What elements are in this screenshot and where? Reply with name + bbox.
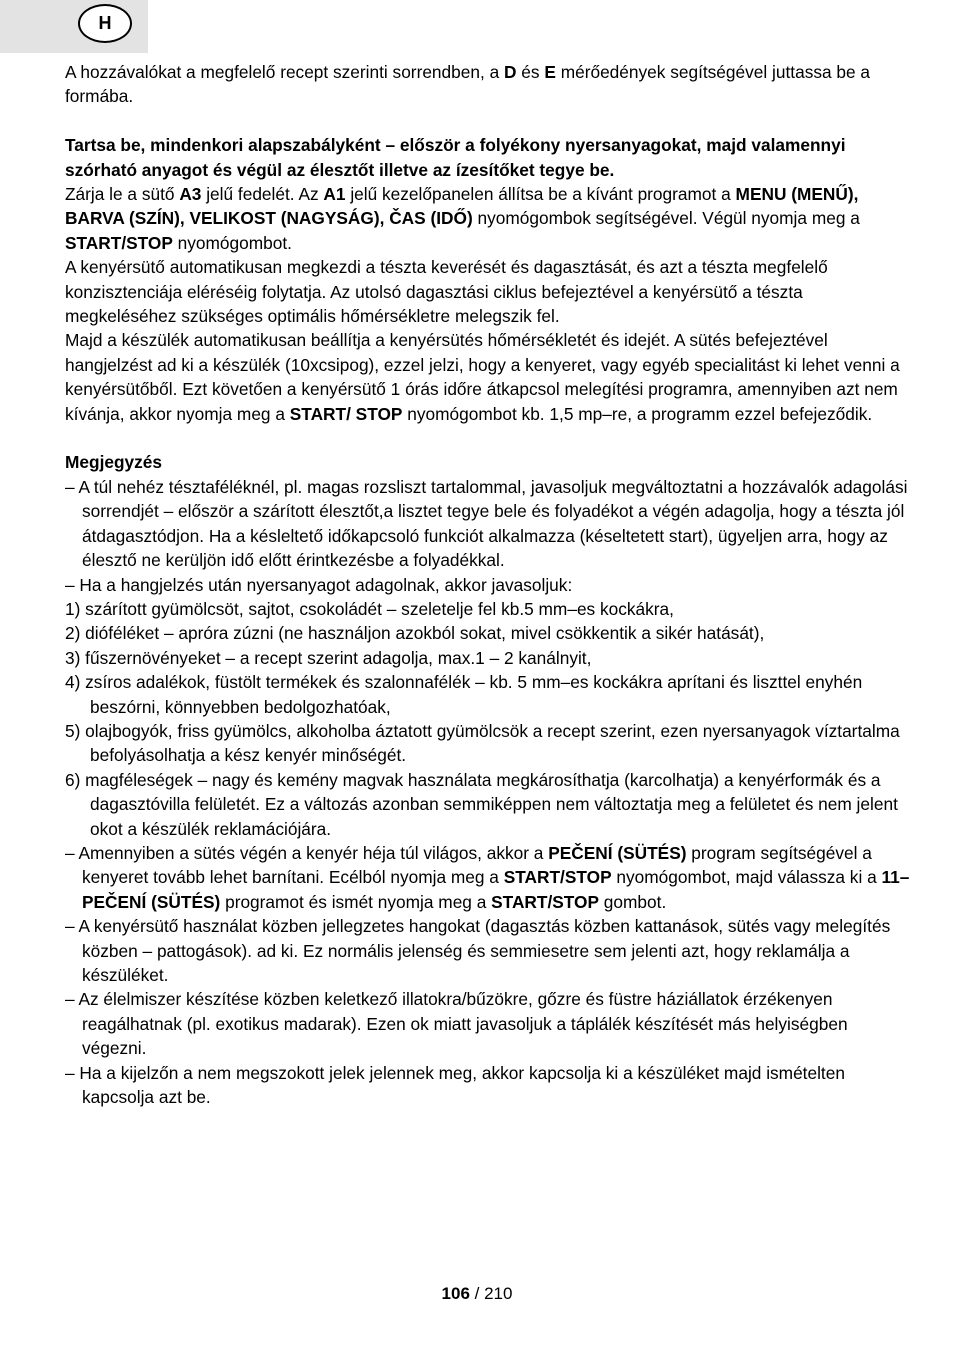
- spacer: [65, 109, 915, 133]
- list-item-fatty-additives: 4) zsíros adalékok, füstölt termékek és szalonnafélék – kb. 5 mm–es kockákra aprítani és liszttel enyhén beszórni, könnyebben bedolgozhatóak,: [65, 672, 863, 717]
- note-pets: – Az élelmiszer készítése közben keletkező illatokra/bűzökre, gőzre és füstre háziállatok érzékenyen reagálhatnak (pl. exotikus madarak). Ezen ok miatt javasoljuk a táplálék készítését más helyiségben végezni.: [65, 989, 848, 1059]
- note-add-ingredients: – Ha a hangjelzés után nyersanyagot adagolnak, akkor javasoljuk:: [65, 574, 573, 595]
- list-item-herbs: 3) fűszernövényeket – a recept szerint adagolja, max.1 – 2 kanálnyit,: [65, 647, 592, 668]
- page-content: [65, 60, 915, 1109]
- rule-paragraph: Tartsa be, mindenkori alapszabályként – először a folyékony nyersanyagokat, majd valamennyi szórható anyagot és végül az élesztőt illetve az ízesítőket tegye be.: [65, 135, 846, 180]
- list-item-dried-fruit: 1) szárított gyümölcsöt, sajtot, csokoládét – szeletelje fel kb.5 mm–es kockákra,: [65, 598, 674, 619]
- automatic-kneading-paragraph: A kenyérsütő automatikusan megkezdi a tészta keverését és dagasztását, és azt a tészta megfelelő konzisztenciája eléréséig folytatja. Az utolsó dagasztási ciklus befejeztével a kenyérsütő a tészta megkeléséhez szükséges optimális hőmérsékletre melegszik fel.: [65, 257, 828, 327]
- list-item-seeds: 6) magféleségek – nagy és kemény magvak használata megkárosíthatja (karcolhatja) a kenyérformák és a dagasztóvilla felületét. Ez a változás azonban semmiképpen nem változtatja meg a felületet és nem jelent okot a készülék reklamációjára.: [65, 769, 898, 839]
- lid-paragraph: Zárja le a sütő A3 jelű fedelét. Az A1 jelű kezelőpanelen állítsa be a kívánt programot a MENU (MENŰ), BARVA (SZÍN), VELIKOST (NAGYSÁG), ČAS (IDŐ) nyomógombok segítségével. Végül nyomja meg a START/STOP nyomógombot.: [65, 184, 860, 253]
- language-badge: H: [78, 4, 132, 43]
- spacer: [65, 426, 915, 450]
- intro-paragraph: A hozzávalókat a megfelelő recept szerinti sorrendben, a D és E mérőedények segítségével juttassa be a formába.: [65, 62, 871, 107]
- language-tab: [0, 0, 148, 53]
- automatic-baking-paragraph: Majd a készülék automatikusan beállítja a kenyérsütés hőmérsékletét és idejét. A sütés befejeztével hangjelzést ad ki a készülék (10xcsipog), ezzel jelzi, hogy a kenyeret, vagy egyéb specialitást ki lehet venni a kenyérsütőből. Ezt követően a kenyérsütő 1 órás időre átkapcsol melegítési programra, amennyiben azt nem kívánja, akkor nyomja meg a START/ STOP nyomógombot kb. 1,5 mp–re, a programm ezzel befejeződik.: [65, 330, 900, 424]
- note-heavy-dough: – A túl nehéz tésztaféléknél, pl. magas rozsliszt tartalommal, javasoljuk megváltoztatni a hozzávalók adagolási sorrendjét – először a szárított élesztőt,a lisztet tegye bele és folyadékot a végén adagolja, hogy a tészta jól átdagasztódjon. Ha a késleltető időkapcsoló funkciót alkalmazza (késeltetett start), ügyeljen arra, hogy az élesztő ne kerüljön idő előtt érintkezésbe a folyadékkal.: [65, 476, 908, 571]
- note-display: – Ha a kijelzőn a nem megszokott jelek jelennek meg, akkor kapcsolja ki a készüléket majd ismételten kapcsolja azt be.: [65, 1062, 845, 1108]
- list-item-nuts: 2) dióféléket – apróra zúzni (ne használjon azokból sokat, mivel csökkentik a sikér hatását),: [65, 623, 765, 644]
- list-item-olives-fruit: 5) olajbogyók, friss gyümölcs, alkoholba áztatott gyümölcsök a recept szerint, ezen nyersanyagok víztartalma befolyásolhatja a kész kenyér minőségét.: [65, 720, 900, 766]
- note-sounds: – A kenyérsütő használat közben jellegzetes hangokat (dagasztás közben kattanások, sütés vagy melegítés közben – pattogások). ad ki. Ez normális jelenség és semmiesetre sem jelenti azt, hogy reklamálja a készüléket.: [65, 916, 891, 985]
- note-heading: Megjegyzés: [65, 452, 163, 473]
- note-crust-browning: – Amennyiben a sütés végén a kenyér héja túl világos, akkor a PEČENÍ (SÜTÉS) program segítségével a kenyeret tovább lehet barnítani. Ecélból nyomja meg a START/STOP nyomógombot, majd válassza ki a 11–PEČENÍ (SÜTÉS) programot és ismét nyomja meg a START/STOP gombot.: [65, 842, 910, 912]
- page-number: 106 / 210: [441, 1284, 513, 1303]
